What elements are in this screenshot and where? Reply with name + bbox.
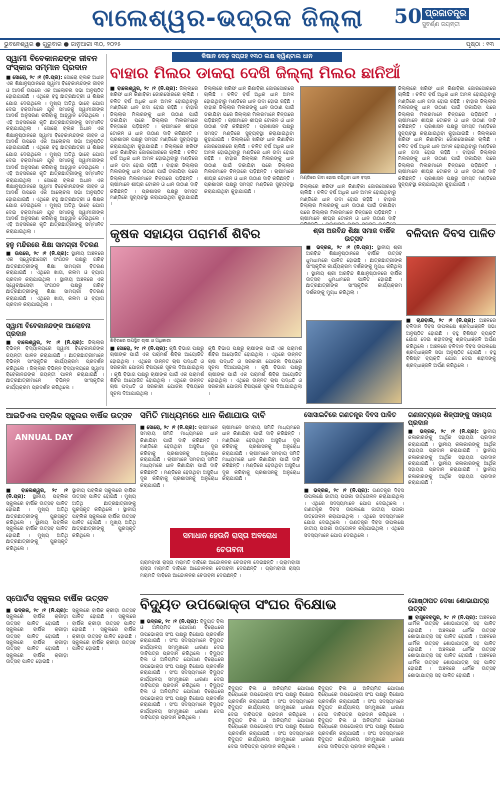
- article-a9[interactable]: [140, 411, 300, 523]
- article-body: ■ ବାଲେଶ୍ୱର, ୨୯ ।୧ (ନି.ପ୍ର): ଜିଲ୍ଲାର ବିଭିନ୍ନ ବିଦ୍ୟାଳୟରେ ସ୍ୱାମୀ ବିବେକାନନ୍ଦଙ୍କ ଜୟନ୍ତୀ ପାଳନ କରାଯାଇଛି । ଛାତ୍ରଛାତ୍ରୀମାନେ ବିଭିନ୍ନ ସାଂସ୍କୃତିକ କାର୍ଯ୍ୟକ୍ରମ ପ୍ରଦର୍ଶନ କରିଥିଲେ । ଜିଲ୍ଲାର ବିଭିନ୍ନ ବିଦ୍ୟାଳୟରେ ସ୍ୱାମୀ ବିବେକାନନ୍ଦଙ୍କ ଜୟନ୍ତୀ ପାଳନ କରାଯାଇଛି । ଛାତ୍ରଛାତ୍ରୀମାନେ ବିଭିନ୍ନ ସାଂସ୍କୃତିକ କାର୍ଯ୍ୟକ୍ରମ ପ୍ରଦର୍ଶନ କରିଥିଲେ ।: [6, 340, 104, 391]
- article-body-cont: ଚାଷୀମାନେ ସମବାୟ ସମିତି ମାଧ୍ୟମରେ ଧାନ କିଣାଯିବା ପାଇଁ ଦାବି କରିଛନ୍ତି । ମଣ୍ଡିରେ ହେଉଥିବା ଅସୁବିଧା ଦୂର କରିବାକୁ ପ୍ରଶାସନକୁ ଅନୁରୋଧ କରାଯାଇଛି । ଚାଷୀମାନେ ସମବାୟ ସମିତି ମାଧ୍ୟମରେ ଧାନ କିଣାଯିବା ପାଇଁ ଦାବି କରିଛନ୍ତି । ମଣ୍ଡିରେ ହେଉଥିବା ଅସୁବିଧା ଦୂର କରିବାକୁ ପ୍ରଶାସନକୁ ଅନୁରୋଧ କରାଯାଇଛି ।: [222, 425, 300, 483]
- article-body-cont: ବିଦ୍ୟୁତ ବିଲ ଓ ଅନିୟମିତ ଯୋଗାଣ ବିରୋଧରେ ଉପଭୋକ୍ତା ସଂଘ ପକ୍ଷରୁ ବିକ୍ଷୋଭ ପ୍ରଦର୍ଶନ କରାଯାଇଛି । ସଂଘ ସଦସ୍ୟମାନେ ବିଦ୍ୟୁତ କାର୍ଯ୍ୟାଳୟ ସମ୍ମୁଖରେ ଧାରଣା ଦେଇ ଦାବିପତ୍ର ପ୍ରଦାନ କରିଥିଲେ । ବିଦ୍ୟୁତ ବିଲ ଓ ଅନିୟମିତ ଯୋଗାଣ ବିରୋଧରେ ଉପଭୋକ୍ତା ସଂଘ ପକ୍ଷରୁ ବିକ୍ଷୋଭ ପ୍ରଦର୍ଶନ କରାଯାଇଛି । ସଂଘ ସଦସ୍ୟମାନେ ବିଦ୍ୟୁତ କାର୍ଯ୍ୟାଳୟ ସମ୍ମୁଖରେ ଧାରଣା ଦେଇ ଦାବିପତ୍ର ପ୍ରଦାନ କରିଥିଲେ ।: [228, 686, 314, 750]
- logo-tagline: ସୁବର୍ଣ୍ଣ ଜୟନ୍ତୀ: [422, 21, 460, 28]
- photo-tribute: [406, 256, 496, 316]
- article-headline: ସ୍ୱାମୀ ବିବେକାନନ୍ଦଙ୍କ ଆଲୋଚନା ପ୍ରଦାନ: [6, 322, 91, 338]
- article-body: ■ ଚାନ୍ଦବାଲି, ୨୯ ।୧ (ନି.ପ୍ର): ଅଞ୍ଚଳରେ ବଳିଦାନ ଦିବସ ଉପଲକ୍ଷେ ଶ୍ରଦ୍ଧାଞ୍ଜଳି ସଭା ଅନୁଷ୍ଠିତ ହୋଇଛି । ବହୁ ବିଶିଷ୍ଟ ବ୍ୟକ୍ତି ଯୋଗ ଦେଇ ଶହୀଦଙ୍କୁ ଶ୍ରଦ୍ଧାଞ୍ଜଳି ଅର୍ପଣ କରିଥିଲେ । ଅଞ୍ଚଳରେ ବଳିଦାନ ଦିବସ ଉପଲକ୍ଷେ ଶ୍ରଦ୍ଧାଞ୍ଜଳି ସଭା ଅନୁଷ୍ଠିତ ହୋଇଛି । ବହୁ ବିଶିଷ୍ଟ ବ୍ୟକ୍ତି ଯୋଗ ଦେଇ ଶହୀଦଙ୍କୁ ଶ୍ରଦ୍ଧାଞ୍ଜଳି ଅର୍ପଣ କରିଥିଲେ ।: [406, 318, 496, 369]
- article-body: ■ ଭଦ୍ରକ, ୨୯ ।୧ (ନି.ପ୍ର): ସ୍ଥାନୀୟ ଶ୍ରୀ ଅରବିନ୍ଦ ଶିକ୍ଷାନୁଷ୍ଠାନରେ ବାର୍ଷିକ ଉତ୍ସବ ଧୁମଧାମରେ ପାଳିତ ହୋଇଛି । ଛାତ୍ରଛାତ୍ରୀଙ୍କ ସାଂସ୍କୃତିକ କାର୍ଯ୍ୟକ୍ରମ ଦର୍ଶକଙ୍କୁ ମୁଗ୍ଧ କରିଥିଲା । ସ୍ଥାନୀୟ ଶ୍ରୀ ଅରବିନ୍ଦ ଶିକ୍ଷାନୁଷ୍ଠାନରେ ବାର୍ଷିକ ଉତ୍ସବ ଧୁମଧାମରେ ପାଳିତ ହୋଇଛି । ଛାତ୍ରଛାତ୍ରୀଙ୍କ ସାଂସ୍କୃତିକ କାର୍ଯ୍ୟକ୍ରମ ଦର୍ଶକଙ୍କୁ ମୁଗ୍ଧ କରିଥିଲା ।: [306, 245, 402, 296]
- photo-paddy-bags: [300, 86, 396, 174]
- logo-number: 50: [394, 4, 422, 28]
- article-body-cont: ଜିଲ୍ଲାରେ ଖରିଫ ଧାନ କିଣାବିକା ଜୋରସୋରରେ ଚାଲିଛି । ଚଳିତ ବର୍ଷ ଅଧିକ ଧାନ ଅମଳ ହୋଇଥିବାରୁ ମଣ୍ଡିରେ ଧାନ ଗଦା ହୋଇ ରହିଛି । ବାହାର ଜିଲ୍ଲାର ମିଲରଙ୍କୁ ଧାନ ଉଠାଣ ପାଇଁ ଡକାଯିବା ପରେ ଜିଲ୍ଲାର ମିଲରମାନେ ଚିନ୍ତାରେ ପଡ଼ିଛନ୍ତି । ଚାଷୀମାନେ ଶୀଘ୍ର ଟୋକନ ଓ ଧାନ ଉଠାଣ ଦାବି କରିଛନ୍ତି । ପ୍ରଶାସନ ପକ୍ଷରୁ ସମସ୍ତ ମଣ୍ଡିରେ ସୁବ୍ୟବସ୍ଥା କରାଯାଇଥିବା କୁହାଯାଇଛି । ଜିଲ୍ଲାରେ ଖରିଫ ଧାନ କିଣାବିକା ଜୋରସୋରରେ ଚାଲିଛି । ଚଳିତ ବର୍ଷ ଅଧିକ ଧାନ ଅମଳ ହୋଇଥିବାରୁ ମଣ୍ଡିରେ ଧାନ ଗଦା ହୋଇ ରହିଛି । ବାହାର ଜିଲ୍ଲାର ମିଲରଙ୍କୁ ଧାନ ଉଠାଣ ପାଇଁ ଡକାଯିବା ପରେ ଜିଲ୍ଲାର ମିଲରମାନେ ଚିନ୍ତାରେ ପଡ଼ିଛନ୍ତି । ଚାଷୀମାନେ ଶୀଘ୍ର ଟୋକନ ଓ ଧାନ ଉଠାଣ ଦାବି କରିଛନ୍ତି । ପ୍ରଶାସନ ପକ୍ଷରୁ ସମସ୍ତ ମଣ୍ଡିରେ ସୁବ୍ୟବସ୍ଥା କରାଯାଇଥିବା କୁହାଯାଇଛି ।: [398, 86, 496, 189]
- photo-stage: [306, 320, 402, 404]
- column-divider: [106, 54, 107, 406]
- section-divider: [6, 408, 496, 409]
- logo-name: ପ୍ରଜାତନ୍ତ୍ର: [422, 8, 469, 20]
- article-body-cont: କୃଷି ବିଭାଗ ପକ୍ଷରୁ ଚାଷୀଙ୍କ ପାଇଁ ଏକ ପରାମର୍ଶ ଶିବିର ଆୟୋଜିତ ହୋଇଥିଲା । ଏଥିରେ ଉନ୍ନତ ଚାଷ ପଦ୍ଧତି ଓ ସରକାରୀ ଯୋଜନା ବିଷୟରେ ସୂଚନା ଦିଆଯାଇଥିଲା । କୃଷି ବିଭାଗ ପକ୍ଷରୁ ଚାଷୀଙ୍କ ପାଇଁ ଏକ ପରାମର୍ଶ ଶିବିର ଆୟୋଜିତ ହୋଇଥିଲା । ଏଥିରେ ଉନ୍ନତ ଚାଷ ପଦ୍ଧତି ଓ ସରକାରୀ ଯୋଜନା ବିଷୟରେ ସୂଚନା ଦିଆଯାଇଥିଲା ।: [208, 346, 302, 397]
- divider: [110, 224, 496, 225]
- article-body: ■ ସୋରୋ, ୨୯ ।୧ (ନି.ପ୍ର): ଚାଷୀମାନେ ସମବାୟ ସମିତି ମାଧ୍ୟମରେ ଧାନ କିଣାଯିବା ପାଇଁ ଦାବି କରିଛନ୍ତି । ମଣ୍ଡିରେ ହେଉଥିବା ଅସୁବିଧା ଦୂର କରିବାକୁ ପ୍ରଶାସନକୁ ଅନୁରୋଧ କରାଯାଇଛି । ଚାଷୀମାନେ ସମବାୟ ସମିତି ମାଧ୍ୟମରେ ଧାନ କିଣାଯିବା ପାଇଁ ଦାବି କରିଛନ୍ତି । ମଣ୍ଡିରେ ହେଉଥିବା ଅସୁବିଧା ଦୂର କରିବାକୁ ପ୍ରଶାସନକୁ ଅନୁରୋଧ କରାଯାଇଛି ।: [140, 425, 218, 489]
- page-number: ପୃଷ୍ଠା : ୧୩: [466, 41, 494, 48]
- photo-protest: [228, 619, 404, 683]
- article-body-cont: ଜିଲ୍ଲାରେ ଖରିଫ ଧାନ କିଣାବିକା ଜୋରସୋରରେ ଚାଲିଛି । ଚଳିତ ବର୍ଷ ଅଧିକ ଧାନ ଅମଳ ହୋଇଥିବାରୁ ମଣ୍ଡିରେ ଧାନ ଗଦା ହୋଇ ରହିଛି । ବାହାର ଜିଲ୍ଲାର ମିଲରଙ୍କୁ ଧାନ ଉଠାଣ ପାଇଁ ଡକାଯିବା ପରେ ଜିଲ୍ଲାର ମିଲରମାନେ ଚିନ୍ତାରେ ପଡ଼ିଛନ୍ତି । ଚାଷୀମାନେ ଶୀଘ୍ର ଟୋକନ ଓ ଧାନ ଉଠାଣ ଦାବି କରିଛନ୍ତି । ପ୍ରଶାସନ ପକ୍ଷରୁ ସମସ୍ତ ମଣ୍ଡିରେ ସୁବ୍ୟବସ୍ଥା କରାଯାଇଥିବା କୁହାଯାଇଛି । ଜିଲ୍ଲାରେ ଖରିଫ ଧାନ କିଣାବିକା ଜୋରସୋରରେ ଚାଲିଛି । ଚଳିତ ବର୍ଷ ଅଧିକ ଧାନ ଅମଳ ହୋଇଥିବାରୁ ମଣ୍ଡିରେ ଧାନ ଗଦା ହୋଇ ରହିଛି । ବାହାର ଜିଲ୍ଲାର ମିଲରଙ୍କୁ ଧାନ ଉଠାଣ ପାଇଁ ଡକାଯିବା ପରେ ଜିଲ୍ଲାର ମିଲରମାନେ ଚିନ୍ତାରେ ପଡ଼ିଛନ୍ତି । ଚାଷୀମାନେ ଶୀଘ୍ର ଟୋକନ ଓ ଧାନ ଉଠାଣ ଦାବି କରିଛନ୍ତି । ପ୍ରଶାସନ ପକ୍ଷରୁ ସମସ୍ତ ମଣ୍ଡିରେ ସୁବ୍ୟବସ୍ଥା କରାଯାଇଥିବା କୁହାଯାଇଛି ।: [204, 86, 294, 195]
- dateline-bar: [0, 40, 500, 50]
- photo-flag-hoisting: [304, 422, 404, 484]
- article-a3[interactable]: [6, 322, 104, 406]
- page-title: ବାଲେଶ୍ୱର-ଭଦ୍ରକ ଜିଲ୍ଲା: [92, 4, 364, 32]
- divider: [6, 238, 104, 239]
- article-headline: ବଳିଦାନ ଦିବସ ପାଳିତ: [406, 227, 496, 240]
- article-body: ■ ବାସୁଦେବପୁର, ୨୯ ।୧ (ନି.ପ୍ର): ଅଞ୍ଚଳରେ ଧାର୍ମିକ ଉତ୍ସବ ଶୋଭାଯାତ୍ରା ସହ ପାଳିତ ହୋଇଛି । ଅଞ୍ଚଳରେ ଧାର୍ମିକ ଉତ୍ସବ ଶୋଭାଯାତ୍ରା ସହ ପାଳିତ ହୋଇଛି । ଅଞ୍ଚଳରେ ଧାର୍ମିକ ଉତ୍ସବ ଶୋଭାଯାତ୍ରା ସହ ପାଳିତ ହୋଇଛି । ଅଞ୍ଚଳରେ ଧାର୍ମିକ ଉତ୍ସବ ଶୋଭାଯାତ୍ରା ସହ ପାଳିତ ହୋଇଛି । ଅଞ୍ଚଳରେ ଧାର୍ମିକ ଉତ୍ସବ ଶୋଭାଯାତ୍ରା ସହ ପାଳିତ ହୋଇଛି । ଅଞ୍ଚଳରେ ଧାର୍ମିକ ଉତ୍ସବ ଶୋଭାଯାତ୍ରା ସହ ପାଳିତ ହୋଇଛି ।: [408, 615, 496, 679]
- article-body: ■ ଭଦ୍ରକ, ୨୯ ।୧ (ନି.ପ୍ର): ବିଦ୍ୟୁତ ବିଲ ଓ ଅନିୟମିତ ଯୋଗାଣ ବିରୋଧରେ ଉପଭୋକ୍ତା ସଂଘ ପକ୍ଷରୁ ବିକ୍ଷୋଭ ପ୍ରଦର୍ଶନ କରାଯାଇଛି । ସଂଘ ସଦସ୍ୟମାନେ ବିଦ୍ୟୁତ କାର୍ଯ୍ୟାଳୟ ସମ୍ମୁଖରେ ଧାରଣା ଦେଇ ଦାବିପତ୍ର ପ୍ରଦାନ କରିଥିଲେ । ବିଦ୍ୟୁତ ବିଲ ଓ ଅନିୟମିତ ଯୋଗାଣ ବିରୋଧରେ ଉପଭୋକ୍ତା ସଂଘ ପକ୍ଷରୁ ବିକ୍ଷୋଭ ପ୍ରଦର୍ଶନ କରାଯାଇଛି । ସଂଘ ସଦସ୍ୟମାନେ ବିଦ୍ୟୁତ କାର୍ଯ୍ୟାଳୟ ସମ୍ମୁଖରେ ଧାରଣା ଦେଇ ଦାବିପତ୍ର ପ୍ରଦାନ କରିଥିଲେ । ବିଦ୍ୟୁତ ବିଲ ଓ ଅନିୟମିତ ଯୋଗାଣ ବିରୋଧରେ ଉପଭୋକ୍ତା ସଂଘ ପକ୍ଷରୁ ବିକ୍ଷୋଭ ପ୍ରଦର୍ଶନ କରାଯାଇଛି । ସଂଘ ସଦସ୍ୟମାନେ ବିଦ୍ୟୁତ କାର୍ଯ୍ୟାଳୟ ସମ୍ମୁଖରେ ଧାରଣା ଦେଇ ଦାବିପତ୍ର ପ୍ରଦାନ କରିଥିଲେ ।: [140, 619, 224, 722]
- article-headline: ସମାଧାନ ହେଉନି ରାସ୍ତା ଅବରୋଧ ଚେତାବନୀ: [182, 531, 278, 554]
- article-body: ■ ଭଦ୍ରକ, ୨୯ ।୧ (ନି.ପ୍ର): ଗଣତନ୍ତ୍ର ଦିବସ ଉପଲକ୍ଷେ ଜାତୀୟ ପତାକା ଉତ୍ତୋଳନ କରାଯାଇଥିଲା । ଏଥିରେ ସଦସ୍ୟମାନେ ଯୋଗ ଦେଇଥିଲେ । ଗଣତନ୍ତ୍ର ଦିବସ ଉପଲକ୍ଷେ ଜାତୀୟ ପତାକା ଉତ୍ତୋଳନ କରାଯାଇଥିଲା । ଏଥିରେ ସଦସ୍ୟମାନେ ଯୋଗ ଦେଇଥିଲେ । ଗଣତନ୍ତ୍ର ଦିବସ ଉପଲକ୍ଷେ ଜାତୀୟ ପତାକା ଉତ୍ତୋଳନ କରାଯାଇଥିଲା । ଏଥିରେ ସଦସ୍ୟମାନେ ଯୋଗ ଦେଇଥିଲେ ।: [304, 488, 404, 539]
- article-headline: ସ୍ୱାମୀ ବିବେକାନନ୍ଦଙ୍କ ଜୀବନ ସଂସ୍କାର ସମ୍ମାନ ପ୍ରଦାନ: [6, 54, 98, 72]
- article-headline: ସୋସାଇଟିରେ ଗଣତନ୍ତ୍ର ଦିବସ ପାଳିତ: [304, 411, 397, 419]
- article-a14[interactable]: [6, 594, 136, 784]
- article-body-cont: ବିଦ୍ୟୁତ ବିଲ ଓ ଅନିୟମିତ ଯୋଗାଣ ବିରୋଧରେ ଉପଭୋକ୍ତା ସଂଘ ପକ୍ଷରୁ ବିକ୍ଷୋଭ ପ୍ରଦର୍ଶନ କରାଯାଇଛି । ସଂଘ ସଦସ୍ୟମାନେ ବିଦ୍ୟୁତ କାର୍ଯ୍ୟାଳୟ ସମ୍ମୁଖରେ ଧାରଣା ଦେଇ ଦାବିପତ୍ର ପ୍ରଦାନ କରିଥିଲେ । ବିଦ୍ୟୁତ ବିଲ ଓ ଅନିୟମିତ ଯୋଗାଣ ବିରୋଧରେ ଉପଭୋକ୍ତା ସଂଘ ପକ୍ଷରୁ ବିକ୍ଷୋଭ ପ୍ରଦର୍ଶନ କରାଯାଇଛି । ସଂଘ ସଦସ୍ୟମାନେ ବିଦ୍ୟୁତ କାର୍ଯ୍ୟାଳୟ ସମ୍ମୁଖରେ ଧାରଣା ଦେଇ ଦାବିପତ୍ର ପ୍ରଦାନ କରିଥିଲେ ।: [318, 686, 404, 750]
- article-a15[interactable]: [408, 597, 496, 785]
- article-body: ■ ବାଲେଶ୍ୱର, ୨୯ ।୧ (ନି.ପ୍ର): ସ୍ଥାନୀୟ ପବ୍ଲିକ ସ୍କୁଲରେ ବାର୍ଷିକ ଉତ୍ସବ ପାଳିତ ହୋଇଛି । ମୁଖ୍ୟ ଅତିଥି ଛାତ୍ରଛାତ୍ରୀଙ୍କୁ ପୁରସ୍କୃତ କରିଥିଲେ । ସ୍ଥାନୀୟ ପବ୍ଲିକ ସ୍କୁଲରେ ବାର୍ଷିକ ଉତ୍ସବ ପାଳିତ ହୋଇଛି । ମୁଖ୍ୟ ଅତିଥି ଛାତ୍ରଛାତ୍ରୀଙ୍କୁ ପୁରସ୍କୃତ କରିଥିଲେ ।: [6, 488, 68, 552]
- photo-camp: [110, 246, 302, 338]
- article-body-cont: ସ୍ଥାନୀୟ ପବ୍ଲିକ ସ୍କୁଲରେ ବାର୍ଷିକ ଉତ୍ସବ ପାଳିତ ହୋଇଛି । ମୁଖ୍ୟ ଅତିଥି ଛାତ୍ରଛାତ୍ରୀଙ୍କୁ ପୁରସ୍କୃତ କରିଥିଲେ । ସ୍ଥାନୀୟ ପବ୍ଲିକ ସ୍କୁଲରେ ବାର୍ଷିକ ଉତ୍ସବ ପାଳିତ ହୋଇଛି । ମୁଖ୍ୟ ଅତିଥି ଛାତ୍ରଛାତ୍ରୀଙ୍କୁ ପୁରସ୍କୃତ କରିଥିଲେ ।: [72, 488, 136, 539]
- article-headline: ଗଣନାଟ୍ୟରେ ଶିଳ୍ପୀଙ୍କୁ ସହାୟତା ପ୍ରଦାନ: [408, 411, 492, 427]
- photo-caption: ମଣ୍ଡିରେ ଗଦା ହୋଇ ରହିଥିବା ଧାନ ବସ୍ତା: [300, 176, 371, 181]
- article-headline: ବିଦ୍ୟୁତ ଉପଭୋକ୍ତା ସଂଘର ବିକ୍ଷୋଭ: [140, 597, 337, 613]
- photo-banner-text: ANNUAL DAY: [15, 433, 73, 442]
- article-a10-body: ଗ୍ରାମବାସୀ ରାସ୍ତା ମରାମତି ଦାବିରେ ଆନ୍ଦୋଳନର ଚେତାବନୀ ଦେଇଛନ୍ତି । ଗ୍ରାମବାସୀ ରାସ୍ତା ମରାମତି ଦାବିରେ ଆନ୍ଦୋଳନର ଚେତାବନୀ ଦେଇଛନ୍ତି । ଗ୍ରାମବାସୀ ରାସ୍ତା ମରାମତି ଦାବିରେ ଆନ୍ଦୋଳନର ଚେତାବନୀ ଦେଇଛନ୍ତି ।: [140, 560, 300, 579]
- article-headline: ହନୁ ମନ୍ଦିରରେ ଶିକ୍ଷା ସାମଗ୍ରୀ ବିତରଣ: [6, 241, 99, 249]
- article-kicker: କିଷାନ ଦେଢ଼ ସପ୍ତାହ ୧୩୦ ଲକ୍ଷ କ୍ୱିଣ୍ଟାଲ ଧାନ: [172, 52, 342, 62]
- newspaper-logo[interactable]: [394, 4, 494, 30]
- article-headline: ଆଇଡିଏଲ ପବ୍ଲିକ ସ୍କୁଲର ବାର୍ଷିକ ଉତ୍ସବ: [6, 411, 133, 420]
- article-body: ■ ସୋରୋ, ୨୯ ।୧ (ନି.ପ୍ର): ସୋରୋ ବ୍ଲକ ଅଧୀନ ଏକ ଶିକ୍ଷାନୁଷ୍ଠାନରେ ସ୍ୱାମୀ ବିବେକାନନ୍ଦଙ୍କ ଜୀବନ ଓ ଆଦର୍ଶ ଉପରେ ଏକ ଆଲୋଚନା ସଭା ଅନୁଷ୍ଠିତ ହୋଇଯାଇଛି । ଏଥିରେ ବହୁ ଛାତ୍ରଛାତ୍ରୀ ଓ ଶିକ୍ଷକ ଯୋଗ ଦେଇଥିଲେ । ମୁଖ୍ୟ ଅତିଥି ଭାବେ ଯୋଗ ଦେଇ ବକ୍ତାମାନେ ଯୁବ ସମାଜକୁ ସ୍ୱାମୀଜୀଙ୍କ ଆଦର୍ଶ ଅନୁସରଣ କରିବାକୁ ଆହ୍ୱାନ ଦେଇଥିଲେ । ଏହି ଅବସରରେ କୃତି ଛାତ୍ରଛାତ୍ରୀଙ୍କୁ ସମ୍ମାନିତ କରାଯାଇଥିଲା । ସୋରୋ ବ୍ଲକ ଅଧୀନ ଏକ ଶିକ୍ଷାନୁଷ୍ଠାନରେ ସ୍ୱାମୀ ବିବେକାନନ୍ଦଙ୍କ ଜୀବନ ଓ ଆଦର୍ଶ ଉପରେ ଏକ ଆଲୋଚନା ସଭା ଅନୁଷ୍ଠିତ ହୋଇଯାଇଛି । ଏଥିରେ ବହୁ ଛାତ୍ରଛାତ୍ରୀ ଓ ଶିକ୍ଷକ ଯୋଗ ଦେଇଥିଲେ । ମୁଖ୍ୟ ଅତିଥି ଭାବେ ଯୋଗ ଦେଇ ବକ୍ତାମାନେ ଯୁବ ସମାଜକୁ ସ୍ୱାମୀଜୀଙ୍କ ଆଦର୍ଶ ଅନୁସରଣ କରିବାକୁ ଆହ୍ୱାନ ଦେଇଥିଲେ । ଏହି ଅବସରରେ କୃତି ଛାତ୍ରଛାତ୍ରୀଙ୍କୁ ସମ୍ମାନିତ କରାଯାଇଥିଲା । ସୋରୋ ବ୍ଲକ ଅଧୀନ ଏକ ଶିକ୍ଷାନୁଷ୍ଠାନରେ ସ୍ୱାମୀ ବିବେକାନନ୍ଦଙ୍କ ଜୀବନ ଓ ଆଦର୍ଶ ଉପରେ ଏକ ଆଲୋଚନା ସଭା ଅନୁଷ୍ଠିତ ହୋଇଯାଇଛି । ଏଥିରେ ବହୁ ଛାତ୍ରଛାତ୍ରୀ ଓ ଶିକ୍ଷକ ଯୋଗ ଦେଇଥିଲେ । ମୁଖ୍ୟ ଅତିଥି ଭାବେ ଯୋଗ ଦେଇ ବକ୍ତାମାନେ ଯୁବ ସମାଜକୁ ସ୍ୱାମୀଜୀଙ୍କ ଆଦର୍ଶ ଅନୁସରଣ କରିବାକୁ ଆହ୍ୱାନ ଦେଇଥିଲେ । ଏହି ଅବସରରେ କୃତି ଛାତ୍ରଛାତ୍ରୀଙ୍କୁ ସମ୍ମାନିତ କରାଯାଇଥିଲା ।: [6, 75, 104, 235]
- article-a2[interactable]: [6, 241, 104, 317]
- article-body: ■ ଉପରେ, ୨୯ ।୧ (ନି.ପ୍ର): ସ୍ଥାନୀୟ ଅଞ୍ଚଳରେ ଏକ ସ୍ୱେଚ୍ଛାସେବୀ ସଂଗଠନ ପକ୍ଷରୁ ଗରିବ ଛାତ୍ରଛାତ୍ରୀଙ୍କୁ ଶିକ୍ଷା ସାମଗ୍ରୀ ବିତରଣ କରାଯାଇଛି । ଏଥିରେ ଖାତା, କଲମ ଓ ବ୍ୟାଗ ପ୍ରଦାନ କରାଯାଇଥିଲା । ସ୍ଥାନୀୟ ଅଞ୍ଚଳରେ ଏକ ସ୍ୱେଚ୍ଛାସେବୀ ସଂଗଠନ ପକ୍ଷରୁ ଗରିବ ଛାତ୍ରଛାତ୍ରୀଙ୍କୁ ଶିକ୍ଷା ସାମଗ୍ରୀ ବିତରଣ କରାଯାଇଛି । ଏଥିରେ ଖାତା, କଲମ ଓ ବ୍ୟାଗ ପ୍ରଦାନ କରାଯାଇଥିଲା ।: [6, 251, 104, 309]
- article-headline: କୃଷକ ସହାୟତା ପରାମର୍ଶ ଶିବିର: [110, 227, 261, 242]
- article-a1[interactable]: [6, 54, 104, 236]
- article-body: ■ ଭଦ୍ରକ, ୨୯ ।୧ (ନି.ପ୍ର): ସ୍କୁଲରେ ବାର୍ଷିକ କ୍ରୀଡ଼ା ଉତ୍ସବ ପାଳିତ ହୋଇଛି । ସ୍କୁଲରେ ବାର୍ଷିକ କ୍ରୀଡ଼ା ଉତ୍ସବ ପାଳିତ ହୋଇଛି । ସ୍କୁଲରେ ବାର୍ଷିକ କ୍ରୀଡ଼ା ଉତ୍ସବ ପାଳିତ ହୋଇଛି । ସ୍କୁଲରେ ବାର୍ଷିକ କ୍ରୀଡ଼ା ଉତ୍ସବ ପାଳିତ ହୋଇଛି ।: [6, 608, 68, 666]
- article-headline: ସ୍ପୋର୍ଟସ ସ୍କୁଲର ବାର୍ଷିକ ଉତ୍ସବ: [6, 594, 109, 603]
- article-body: ■ ସୋରୋ, ୨୯ ।୧ (ନି.ପ୍ର): କୃଷି ବିଭାଗ ପକ୍ଷରୁ ଚାଷୀଙ୍କ ପାଇଁ ଏକ ପରାମର୍ଶ ଶିବିର ଆୟୋଜିତ ହୋଇଥିଲା । ଏଥିରେ ଉନ୍ନତ ଚାଷ ପଦ୍ଧତି ଓ ସରକାରୀ ଯୋଜନା ବିଷୟରେ ସୂଚନା ଦିଆଯାଇଥିଲା । କୃଷି ବିଭାଗ ପକ୍ଷରୁ ଚାଷୀଙ୍କ ପାଇଁ ଏକ ପରାମର୍ଶ ଶିବିର ଆୟୋଜିତ ହୋଇଥିଲା । ଏଥିରେ ଉନ୍ନତ ଚାଷ ପଦ୍ଧତି ଓ ସରକାରୀ ଯୋଜନା ବିଷୟରେ ସୂଚନା ଦିଆଯାଇଥିଲା ।: [110, 346, 204, 397]
- article-headline: ଗୋଷ୍ଠୀପତ ଦେଖା ଶୋଭାଯାତ୍ରା ଉତ୍ସବ: [408, 597, 490, 613]
- article-body-cont: ଜିଲ୍ଲାରେ ଖରିଫ ଧାନ କିଣାବିକା ଜୋରସୋରରେ ଚାଲିଛି । ଚଳିତ ବର୍ଷ ଅଧିକ ଧାନ ଅମଳ ହୋଇଥିବାରୁ ମଣ୍ଡିରେ ଧାନ ଗଦା ହୋଇ ରହିଛି । ବାହାର ଜିଲ୍ଲାର ମିଲରଙ୍କୁ ଧାନ ଉଠାଣ ପାଇଁ ଡକାଯିବା ପରେ ଜିଲ୍ଲାର ମିଲରମାନେ ଚିନ୍ତାରେ ପଡ଼ିଛନ୍ତି । ଚାଷୀମାନେ ଶୀଘ୍ର ଟୋକନ ଓ ଧାନ ଉଠାଣ ଦାବି: [300, 184, 396, 223]
- article-headline: ବାହାର ମିଲର ଡାକରା ଦେଖି ଜିଲ୍ଲା ମିଲର ଛାନିଆଁ: [110, 64, 401, 82]
- photo-annual-day: [6, 424, 136, 484]
- issue-date: ଭୁବନେଶ୍ୱର ● ଗୁରୁବାର ● ଜାନୁଆରୀ ୩୦, ୨୦୨୫: [4, 41, 121, 48]
- article-body: ■ ବାଲେଶ୍ୱର, ୨୯ ।୧ (ନି.ପ୍ର): ଜିଲ୍ଲାରେ ଖରିଫ ଧାନ କିଣାବିକା ଜୋରସୋରରେ ଚାଲିଛି । ଚଳିତ ବର୍ଷ ଅଧିକ ଧାନ ଅମଳ ହୋଇଥିବାରୁ ମଣ୍ଡିରେ ଧାନ ଗଦା ହୋଇ ରହିଛି । ବାହାର ଜିଲ୍ଲାର ମିଲରଙ୍କୁ ଧାନ ଉଠାଣ ପାଇଁ ଡକାଯିବା ପରେ ଜିଲ୍ଲାର ମିଲରମାନେ ଚିନ୍ତାରେ ପଡ଼ିଛନ୍ତି । ଚାଷୀମାନେ ଶୀଘ୍ର ଟୋକନ ଓ ଧାନ ଉଠାଣ ଦାବି କରିଛନ୍ତି । ପ୍ରଶାସନ ପକ୍ଷରୁ ସମସ୍ତ ମଣ୍ଡିରେ ସୁବ୍ୟବସ୍ଥା କରାଯାଇଥିବା କୁହାଯାଇଛି । ଜିଲ୍ଲାରେ ଖରିଫ ଧାନ କିଣାବିକା ଜୋରସୋରରେ ଚାଲିଛି । ଚଳିତ ବର୍ଷ ଅଧିକ ଧାନ ଅମଳ ହୋଇଥିବାରୁ ମଣ୍ଡିରେ ଧାନ ଗଦା ହୋଇ ରହିଛି । ବାହାର ଜିଲ୍ଲାର ମିଲରଙ୍କୁ ଧାନ ଉଠାଣ ପାଇଁ ଡକାଯିବା ପରେ ଜିଲ୍ଲାର ମିଲରମାନେ ଚିନ୍ତାରେ ପଡ଼ିଛନ୍ତି । ଚାଷୀମାନେ ଶୀଘ୍ର ଟୋକନ ଓ ଧାନ ଉଠାଣ ଦାବି କରିଛନ୍ତି । ପ୍ରଶାସନ ପକ୍ଷରୁ ସମସ୍ତ ମଣ୍ଡିରେ ସୁବ୍ୟବସ୍ଥା କରାଯାଇଥିବା କୁହାଯାଇଛି ।: [110, 86, 198, 208]
- article-headline: ସମିତି ମାଧ୍ୟମରେ ଧାନ କିଣାଯାଉ ଦାବି: [140, 411, 266, 421]
- divider: [6, 319, 104, 320]
- article-a10-boxed-headline[interactable]: [170, 528, 290, 558]
- masthead: [0, 0, 500, 40]
- article-headline: ଶ୍ରୀ ଅରବିନ୍ଦ ଶିକ୍ଷା ସମାଜ ବାର୍ଷିକ ଉତ୍ସବ: [313, 227, 395, 243]
- article-a12[interactable]: [408, 411, 496, 591]
- article-body-cont: ସ୍କୁଲରେ ବାର୍ଷିକ କ୍ରୀଡ଼ା ଉତ୍ସବ ପାଳିତ ହୋଇଛି । ସ୍କୁଲରେ ବାର୍ଷିକ କ୍ରୀଡ଼ା ଉତ୍ସବ ପାଳିତ ହୋଇଛି । ସ୍କୁଲରେ ବାର୍ଷିକ କ୍ରୀଡ଼ା ଉତ୍ସବ ପାଳିତ ହୋଇଛି । ସ୍କୁଲରେ ବାର୍ଷିକ କ୍ରୀଡ଼ା ଉତ୍ସବ ପାଳିତ ହୋଇଛି ।: [72, 608, 136, 653]
- section-divider: [140, 594, 404, 595]
- article-body: ■ ଭଦ୍ରକ, ୨୯ ।୧ (ନି.ପ୍ର): ସ୍ଥାନୀୟ କଳାକାରଙ୍କୁ ଆର୍ଥିକ ସହାୟତା ପ୍ରଦାନ କରାଯାଇଛି । ସ୍ଥାନୀୟ କଳାକାରଙ୍କୁ ଆର୍ଥିକ ସହାୟତା ପ୍ରଦାନ କରାଯାଇଛି । ସ୍ଥାନୀୟ କଳାକାରଙ୍କୁ ଆର୍ଥିକ ସହାୟତା ପ୍ରଦାନ କରାଯାଇଛି । ସ୍ଥାନୀୟ କଳାକାରଙ୍କୁ ଆର୍ଥିକ ସହାୟତା ପ୍ରଦାନ କରାଯାଇଛି । ସ୍ଥାନୀୟ କଳାକାରଙ୍କୁ ଆର୍ଥିକ ସହାୟତା ପ୍ରଦାନ କରାଯାଇଛି ।: [408, 429, 496, 487]
- photo-caption: ଶିବିରରେ ଉପସ୍ଥିତ ଚାଷୀ ଓ ଅଧିକାରୀ: [110, 339, 171, 344]
